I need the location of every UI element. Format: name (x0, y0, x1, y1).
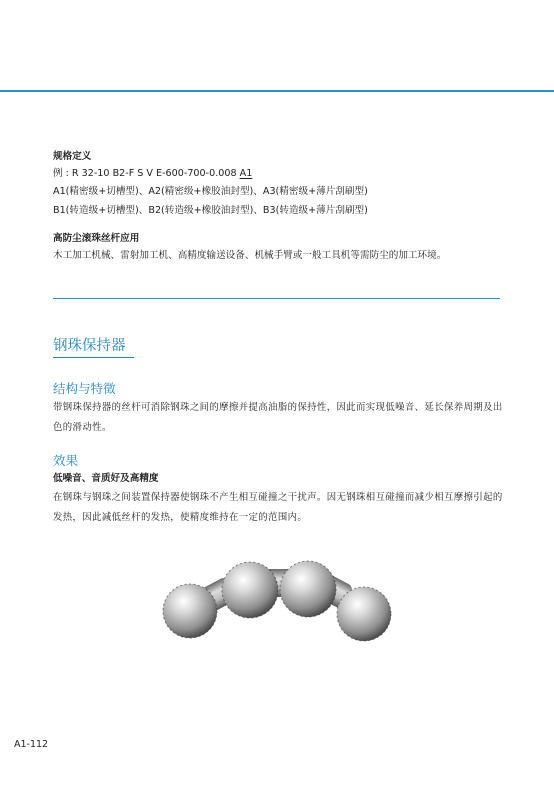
effect-subheading: 低噪音、音质好及高精度 (53, 473, 159, 484)
dustproof-text: 木工加工机械、雷射加工机、高精度输送设备、机械手臂或一般工具机等需防尘的加工环境。 (53, 250, 447, 261)
ball-retainer-illustration (160, 555, 400, 650)
section-divider (53, 298, 500, 299)
spec-example-code: 例 : R 32-10 B2-F S V E-600-700-0.008 (53, 168, 240, 179)
spec-example-variant: A1 (239, 168, 253, 179)
spec-heading: 规格定义 (53, 151, 92, 162)
effect-heading: 效果 (53, 453, 79, 468)
top-divider (0, 90, 554, 92)
section-title: 钢珠保持器 (53, 338, 126, 354)
dustproof-heading: 高防尘滚珠丝杆应用 (53, 233, 140, 244)
structure-text: 带钢珠保持器的丝杆可消除钢珠之间的摩擦并提高油脂的保持性，因此而实现低噪音、延长保养周期及出色的滑动性。 (53, 402, 503, 433)
spec-line-a: A1(精密级+切槽型)、A2(精密级+橡胶油封型)、A3(精密级+薄片刮刷型) (53, 186, 368, 197)
section-title-underline (53, 357, 134, 358)
spec-line-b: B1(转造级+切槽型)、B2(转造级+橡胶油封型)、B3(转造级+薄片刮刷型) (53, 205, 368, 216)
spec-example (53, 167, 252, 181)
structure-heading: 结构与特徵 (53, 381, 116, 396)
effect-text: 在钢珠与钢珠之间装置保持器使钢珠不产生相互碰撞之干扰声。因无钢珠相互碰撞而减少相互摩擦引起的发热，因此减低丝杆的发热，使精度维持在一定的范围内。 (53, 492, 503, 523)
page-number: A1-112 (14, 739, 49, 750)
